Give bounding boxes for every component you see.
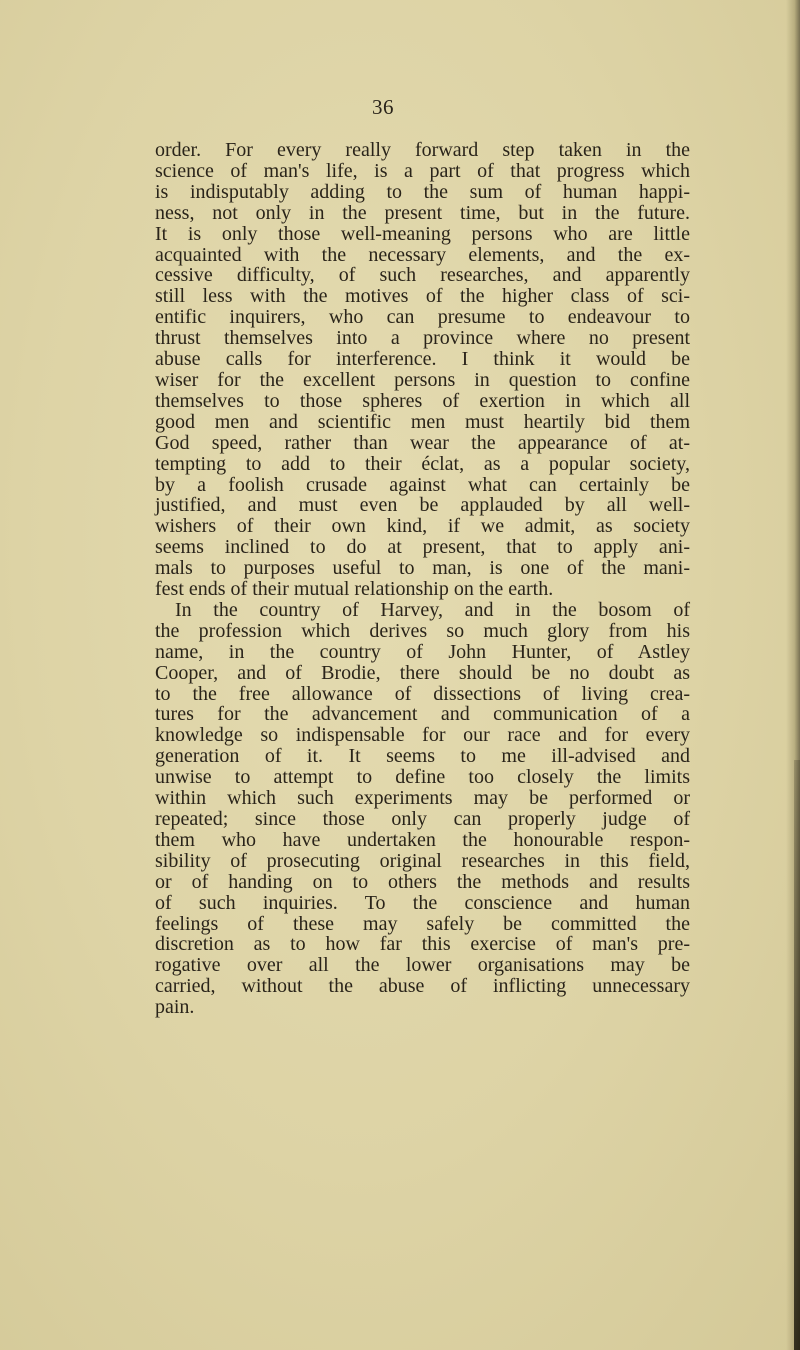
text-line: wishers of their own kind, if we admit, as society: [155, 515, 690, 538]
text-line: mals to purposes useful to man, is one of the mani-: [155, 557, 690, 580]
text-line: sibility of prosecuting original researches in this field,: [155, 849, 690, 872]
text-line: repeated; since those only can properly judge of: [155, 808, 690, 830]
text-line: by a foolish crusade against what can certainly be: [155, 473, 690, 496]
text-line: tempting to add to their éclat, as a popular society,: [155, 452, 690, 475]
text-line: God speed, rather than wear the appearance of at-: [155, 431, 690, 454]
text-line: name, in the country of John Hunter, of Astley: [155, 640, 690, 663]
page-number: 36: [372, 95, 394, 119]
text-line: the profession which derives so much glory from his: [155, 619, 690, 642]
text-line: In the country of Harvey, and in the bosom of: [175, 598, 690, 621]
text-line: is indisputably adding to the sum of human happi-: [155, 180, 690, 203]
page-edge-dark: [794, 760, 800, 1350]
text-line: pain.: [155, 996, 195, 1019]
text-line: wiser for the excellent persons in question to confine: [155, 368, 690, 391]
text-line: tures for the advancement and communication of a: [155, 703, 690, 726]
text-line: feelings of these may safely be committed the: [155, 912, 690, 935]
text-line: cessive difficulty, of such researches, and apparently: [155, 264, 690, 287]
text-line: generation of it. It seems to me ill-advised and: [155, 745, 690, 768]
text-line: them who have undertaken the honourable respon-: [155, 828, 690, 851]
text-line: abuse calls for interference. I think it would be: [155, 348, 690, 371]
text-line: entific inquirers, who can presume to endeavour to: [155, 306, 690, 329]
text-line: justified, and must even be applauded by all well-: [155, 494, 690, 517]
text-line: within which such experiments may be performed or: [155, 787, 690, 810]
text-line: science of man's life, is a part of that progress which: [155, 159, 690, 182]
text-line: of such inquiries. To the conscience and human: [155, 891, 690, 914]
text-line: or of handing on to others the methods and results: [155, 870, 690, 893]
text-line: seems inclined to do at present, that to apply ani-: [155, 536, 690, 559]
text-line: fest ends of their mutual relationship on the earth.: [155, 578, 554, 601]
text-line: ness, not only in the present time, but in the future.: [155, 201, 690, 224]
text-line: discretion as to how far this exercise of man's pre-: [155, 933, 690, 956]
text-line: to the free allowance of dissections of living crea-: [155, 682, 690, 705]
text-line: thrust themselves into a province where no present: [155, 327, 690, 350]
text-line: still less with the motives of the higher class of sci-: [155, 285, 690, 308]
text-line: unwise to attempt to define too closely the limits: [155, 766, 690, 789]
text-line: good men and scientific men must heartily bid them: [155, 410, 690, 433]
text-line: themselves to those spheres of exertion in which all: [155, 389, 690, 412]
text-line: rogative over all the lower organisations may be: [155, 954, 690, 977]
text-line: Cooper, and of Brodie, there should be no doubt as: [155, 661, 690, 684]
text-line: order. For every really forward step taken in the: [155, 139, 690, 161]
text-line: It is only those well-meaning persons who are little: [155, 222, 690, 245]
text-line: acquainted with the necessary elements, and the ex-: [155, 243, 690, 266]
body-text: [155, 140, 690, 1018]
text-line: knowledge so indispensable for our race and for every: [155, 724, 690, 747]
text-line: carried, without the abuse of inflicting unnecessary: [155, 975, 690, 998]
